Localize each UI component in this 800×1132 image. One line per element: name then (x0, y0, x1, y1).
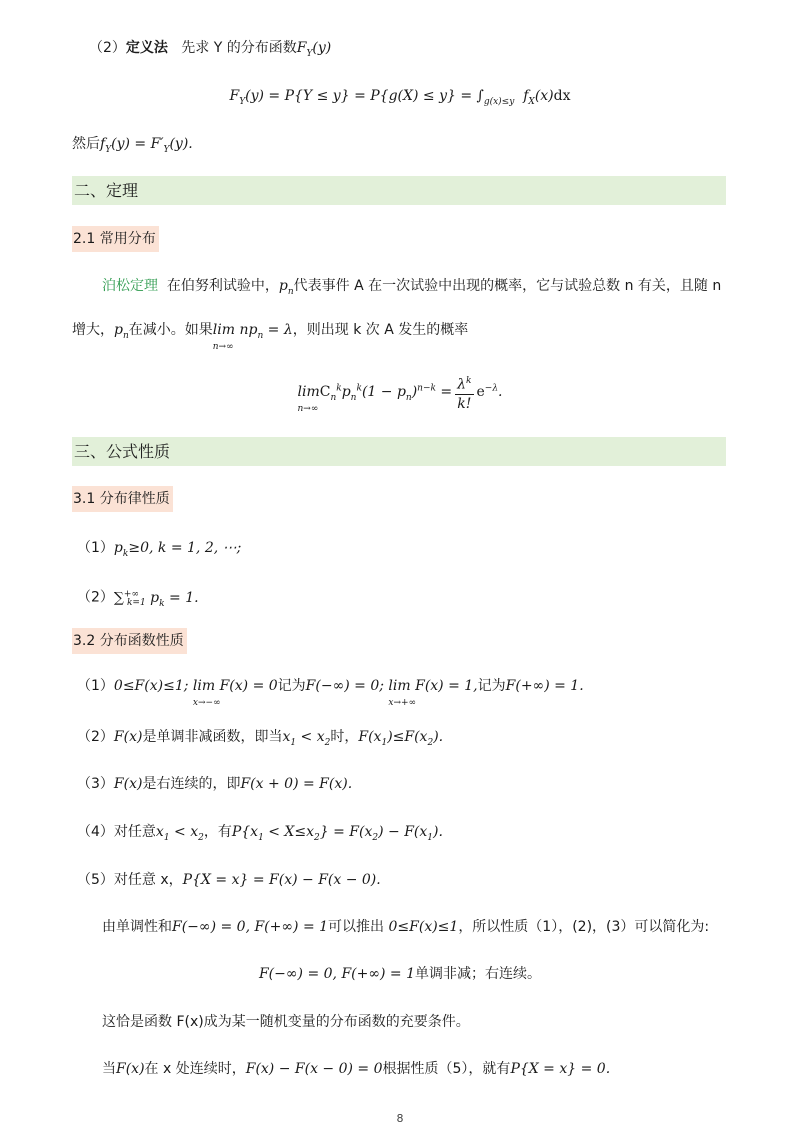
line-text: 代表事件 A 在一次试验中出现的概率，它与试验总数 n 有关，且随 n (293, 278, 722, 294)
line-text: 单调非减；右连续。 (415, 966, 542, 982)
math-inline: F(x) (116, 1061, 145, 1077)
math-display: $F_Y(y) = P\{Y \le y\} = P\{g(X) \le y\} = \int_{g(x)\le y}$ $f_X(x)dx$ (229, 88, 571, 107)
line-text: 在减小。如果 (128, 322, 213, 338)
line-text: ，所以性质（1），(2)，(3）可以简化为: (458, 919, 710, 935)
item-prefix: （1） (77, 678, 114, 694)
item-prefix: （2） (77, 589, 114, 606)
law-property-2 (77, 584, 199, 613)
line-text: ，有 (203, 824, 232, 840)
math-inline: F(x) − F(x − 0) = 0 (245, 1061, 383, 1077)
cdf-property-1 (77, 676, 584, 708)
math-limit: lim x→+∞ (388, 678, 417, 708)
page-number: 8 (396, 1112, 404, 1125)
math-display: $C_n^kp_n^k(1 - p_n)^{n-k}$ = (319, 383, 453, 404)
item-prefix: （2） (77, 729, 114, 745)
definition-method-line (89, 38, 331, 64)
math-inline: 0≤F(x)≤1 (388, 919, 459, 935)
law-property-1 (77, 538, 241, 564)
display-formula-poisson (0, 372, 800, 413)
summary-paragraph-4 (102, 1059, 610, 1079)
line-text: 根据性质（5），就有 (382, 1061, 511, 1077)
line-text: 是单调非减函数，即当 (142, 729, 283, 745)
math-inline: $f_Y(y) = F'_Y(y)$. (100, 136, 193, 155)
line-text: ，则出现 k 次 A 发生的概率 (292, 322, 469, 338)
section-heading-formula-properties: 三、公式性质 (72, 437, 726, 466)
line-text: 增大， (72, 322, 114, 338)
math-limit: lim x→−∞ (192, 678, 221, 708)
math-inline: F(−∞) = 0, F(+∞) = 1 (172, 919, 329, 935)
summary-paragraph-3: 这恰是函数 F(x)成为某一随机变量的分布函数的充要条件。 (102, 1014, 470, 1030)
display-formula-cdf (0, 86, 800, 112)
math-inline: F(x) (113, 776, 143, 792)
item-prefix: （2） (89, 40, 126, 56)
math-inline: F(+∞) = 1. (505, 678, 584, 694)
item-prefix: （5） (77, 872, 114, 888)
line-text: 是右连续的，即 (142, 776, 241, 792)
line-text: 记为 (477, 678, 506, 694)
math-inline: F(−∞) = 0, F(+∞) = 1 (258, 966, 416, 982)
line-text: 在伯努利试验中， (166, 278, 279, 294)
math-inline: $\sum^{+\infty}_{k=1}$ $p_k = 1$. (113, 589, 199, 609)
density-line (72, 134, 193, 160)
math-inline: $p_n$ (114, 322, 129, 341)
line-text: 当 (102, 1061, 116, 1077)
summary-paragraph-2 (0, 964, 800, 984)
cdf-property-3 (77, 774, 352, 794)
line-text: 然后 (72, 136, 100, 152)
summary-paragraph-1 (102, 917, 709, 937)
math-inline: 0≤F(x)≤1; (113, 678, 193, 694)
math-limit: lim n→∞ (212, 322, 235, 352)
math-inline: $e^{-\lambda}$. (476, 383, 503, 401)
math-fraction: $\frac{\lambda^k}{k!}$ (455, 372, 473, 413)
math-inline: $x_1 < x_2$ (155, 824, 204, 843)
poisson-theorem-line-1 (102, 276, 721, 302)
item-prefix: （3） (77, 776, 114, 792)
line-text: 先求 Y 的分布函数 (181, 40, 297, 56)
cdf-property-2 (77, 727, 443, 753)
math-inline: F(−∞) = 0; (305, 678, 389, 694)
poisson-theorem-line-2 (72, 320, 469, 352)
math-inline: $F(x_1)\le F(x_2)$. (358, 729, 444, 748)
item-prefix: （1） (77, 540, 114, 556)
line-text: 由单调性和 (102, 919, 172, 935)
line-text: 对任意 x， (113, 872, 183, 888)
bold-term: 定义法 (125, 40, 168, 56)
cdf-property-5 (77, 870, 381, 890)
theorem-name: 泊松定理 (102, 278, 158, 294)
math-inline: P{X = x} = F(x) − F(x − 0). (182, 872, 381, 888)
line-text: 可以推出 (328, 919, 385, 935)
math-limit: lim n→∞ (297, 384, 320, 415)
math-inline: F(x) (113, 729, 143, 745)
subsection-heading-cdf: 3.2 分布函数性质 (72, 628, 187, 654)
math-inline: $p_n$ (278, 278, 294, 297)
item-prefix: （4） (77, 824, 114, 840)
math-inline: F(x) = 0 (215, 678, 278, 694)
line-text: 在 x 处连续时， (144, 1061, 246, 1077)
line-text: 时， (330, 729, 359, 745)
math-inline: $np_n = \lambda$ (235, 322, 293, 341)
math-inline: $x_1 < x_2$ (282, 729, 331, 748)
math-inline: $P\{x_1 < X\le x_2\} = F(x_2) - F(x_1)$. (231, 824, 443, 843)
cdf-property-4 (77, 822, 443, 848)
math-inline: F(x + 0) = F(x). (240, 776, 353, 792)
math-inline: P{X = x} = 0. (510, 1061, 611, 1077)
line-text: 对任意 (113, 824, 156, 840)
math-inline: F(x) = 1, (410, 678, 478, 694)
math-inline: $F_Y(y)$ (296, 40, 332, 59)
subsection-heading-common-distributions: 2.1 常用分布 (72, 226, 159, 252)
line-text: 记为 (277, 678, 306, 694)
math-inline: $p_k\ge 0$, k = 1, 2, ⋯; (113, 540, 242, 559)
section-heading-theorem: 二、定理 (72, 176, 726, 205)
subsection-heading-distribution-law: 3.1 分布律性质 (72, 486, 173, 512)
